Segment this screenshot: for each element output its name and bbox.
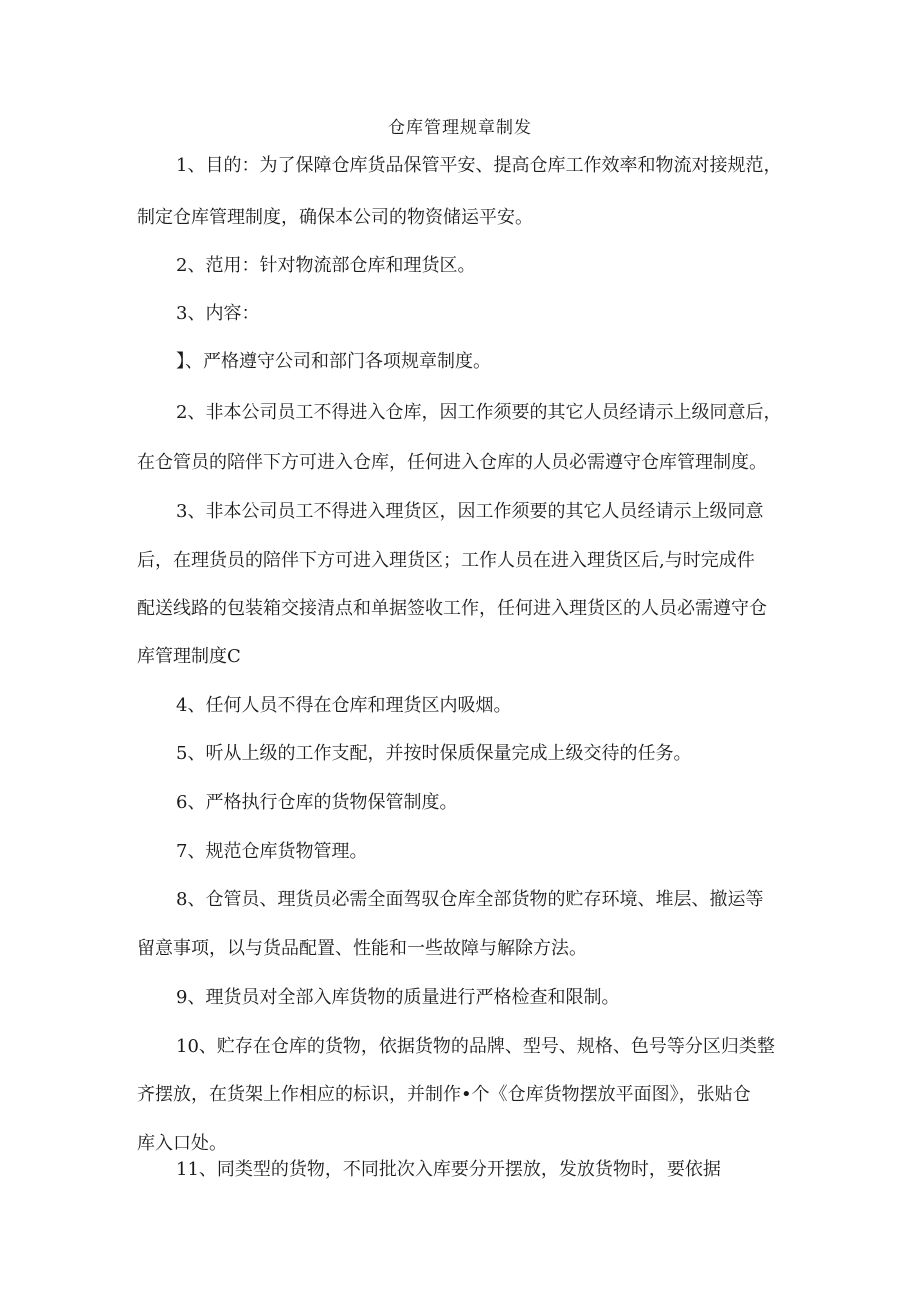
paragraph-line: 在仓管员的陪伴下方可进入仓库，任何进入仓库的人员必需遵守仓库管理制度。 <box>137 452 767 473</box>
paragraph-line: 10、贮存在仓库的货物，依据货物的品牌、型号、规格、色号等分区归类整 <box>176 1036 775 1057</box>
paragraph-line: 制定仓库管理制度，确保本公司的物资储运平安。 <box>137 207 533 228</box>
paragraph-line: 4、任何人员不得在仓库和理货区内吸烟。 <box>176 695 512 716</box>
paragraph-line: 3、非本公司员工不得进入理货区，因工作须要的其它人员经请示上级同意 <box>176 501 764 522</box>
paragraph-line: 留意事项，以与货品配置、性能和一些故障与解除方法。 <box>137 938 587 959</box>
paragraph-line: 3、内容： <box>176 303 260 324</box>
paragraph-line: 2、非本公司员工不得进入仓库，因工作须要的其它人员经请示上级同意后， <box>176 402 782 423</box>
paragraph-line: 11、同类型的货物，不同批次入库要分开摆放，发放货物时，要依据 <box>176 1159 721 1180</box>
paragraph-line: 配送线路的包装箱交接清点和单据签收工作，任何进入理货区的人员必需遵守仓 <box>137 598 767 619</box>
paragraph-line: 7、规范仓库货物管理。 <box>176 841 368 862</box>
paragraph-line: 5、听从上级的工作支配，并按时保质保量完成上级交待的任务。 <box>176 743 692 764</box>
paragraph-line: 6、严格执行仓库的货物保管制度。 <box>176 792 458 813</box>
paragraph-line: 库管理制度C <box>137 646 241 667</box>
paragraph-line: 后，在理货员的陪伴下方可进入理货区；工作人员在进入理货区后,与时完成件 <box>137 550 755 571</box>
paragraph-line: 1、目的：为了保障仓库货品保管平安、提高仓库工作效率和物流对接规范， <box>176 155 782 176</box>
paragraph-line: 齐摆放，在货架上作相应的标识，并制作•个《仓库货物摆放平面图》，张贴仓 <box>137 1084 751 1105</box>
paragraph-line: 8、仓管员、理货员必需全面驾驭仓库全部货物的贮存环境、堆层、撤运等 <box>176 889 764 910</box>
paragraph-line: 9、理货员对全部入库货物的质量进行严格检查和限制。 <box>176 987 620 1008</box>
paragraph-line: 2、范用：针对物流部仓库和理货区。 <box>176 255 476 276</box>
paragraph-line: 】、严格遵守公司和部门各项规章制度。 <box>176 351 491 372</box>
paragraph-line: 库入口处。 <box>137 1133 227 1154</box>
document-title: 仓库管理规章制发 <box>388 118 532 138</box>
